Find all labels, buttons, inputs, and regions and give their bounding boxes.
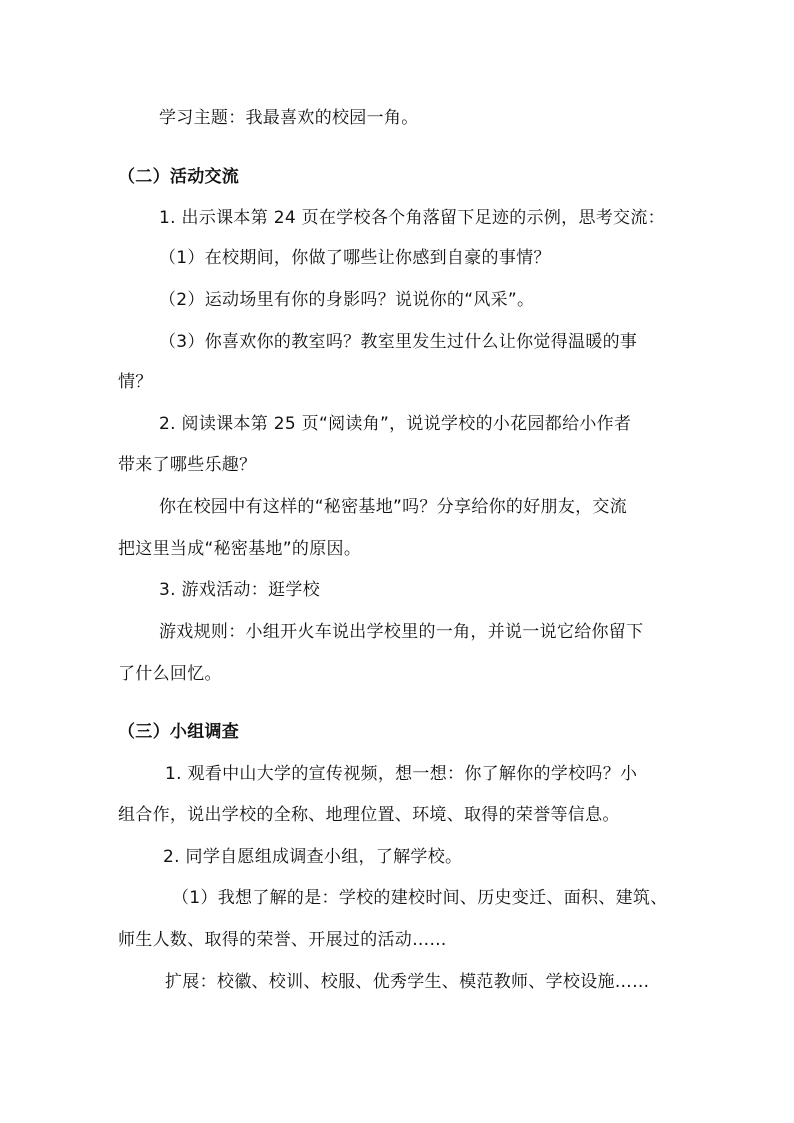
survey-sub-item-1-line-1: （1）我想了解的是：学校的建校时间、历史变迁、面积、建筑、 [172, 888, 668, 908]
section-heading-activity-exchange: （二）活动交流 [118, 167, 240, 187]
question-3-line-1: （3）你喜欢你的教室吗？教室里发生过什么让你觉得温暖的事 [159, 332, 638, 352]
game-rules-line-2: 了什么回忆。 [118, 664, 222, 684]
survey-sub-item-1-line-2: 师生人数、取得的荣誉、开展过的活动…… [118, 930, 447, 950]
question-1: （1）在校期间，你做了哪些让你感到自豪的事情？ [159, 248, 551, 268]
survey-item-2: 2. 同学自愿组成调查小组，了解学校。 [163, 847, 463, 867]
activity-item-1: 1. 出示课本第 24 页在学校各个角落留下足迹的示例，思考交流： [159, 208, 665, 228]
question-3-line-2: 情？ [118, 372, 153, 392]
extension-line: 扩展：校徽、校训、校服、优秀学生、模范教师、学校设施…… [165, 972, 650, 992]
activity-item-2-line-1: 2. 阅读课本第 25 页“阅读角”，说说学校的小花园都给小作者 [159, 414, 632, 434]
section-heading-group-survey: （三）小组调查 [118, 722, 240, 742]
game-rules-line-1: 游戏规则：小组开火车说出学校里的一角，并说一说它给你留下 [159, 622, 644, 642]
secret-base-paragraph-line-2: 把这里当成“秘密基地”的原因。 [118, 539, 362, 559]
study-theme: 学习主题：我最喜欢的校园一角。 [159, 108, 419, 128]
activity-item-3: 3. 游戏活动：逛学校 [159, 580, 320, 600]
secret-base-paragraph-line-1: 你在校园中有这样的“秘密基地”吗？分享给你的好朋友，交流 [159, 497, 628, 517]
survey-item-1-line-2: 组合作，说出学校的全称、地理位置、环境、取得的荣誉等信息。 [118, 805, 620, 825]
question-2: （2）运动场里有你的身影吗？说说你的“风采”。 [159, 290, 535, 310]
survey-item-1-line-1: 1. 观看中山大学的宣传视频，想一想：你了解你的学校吗？小 [165, 764, 638, 784]
activity-item-2-line-2: 带来了哪些乐趣？ [118, 455, 257, 475]
